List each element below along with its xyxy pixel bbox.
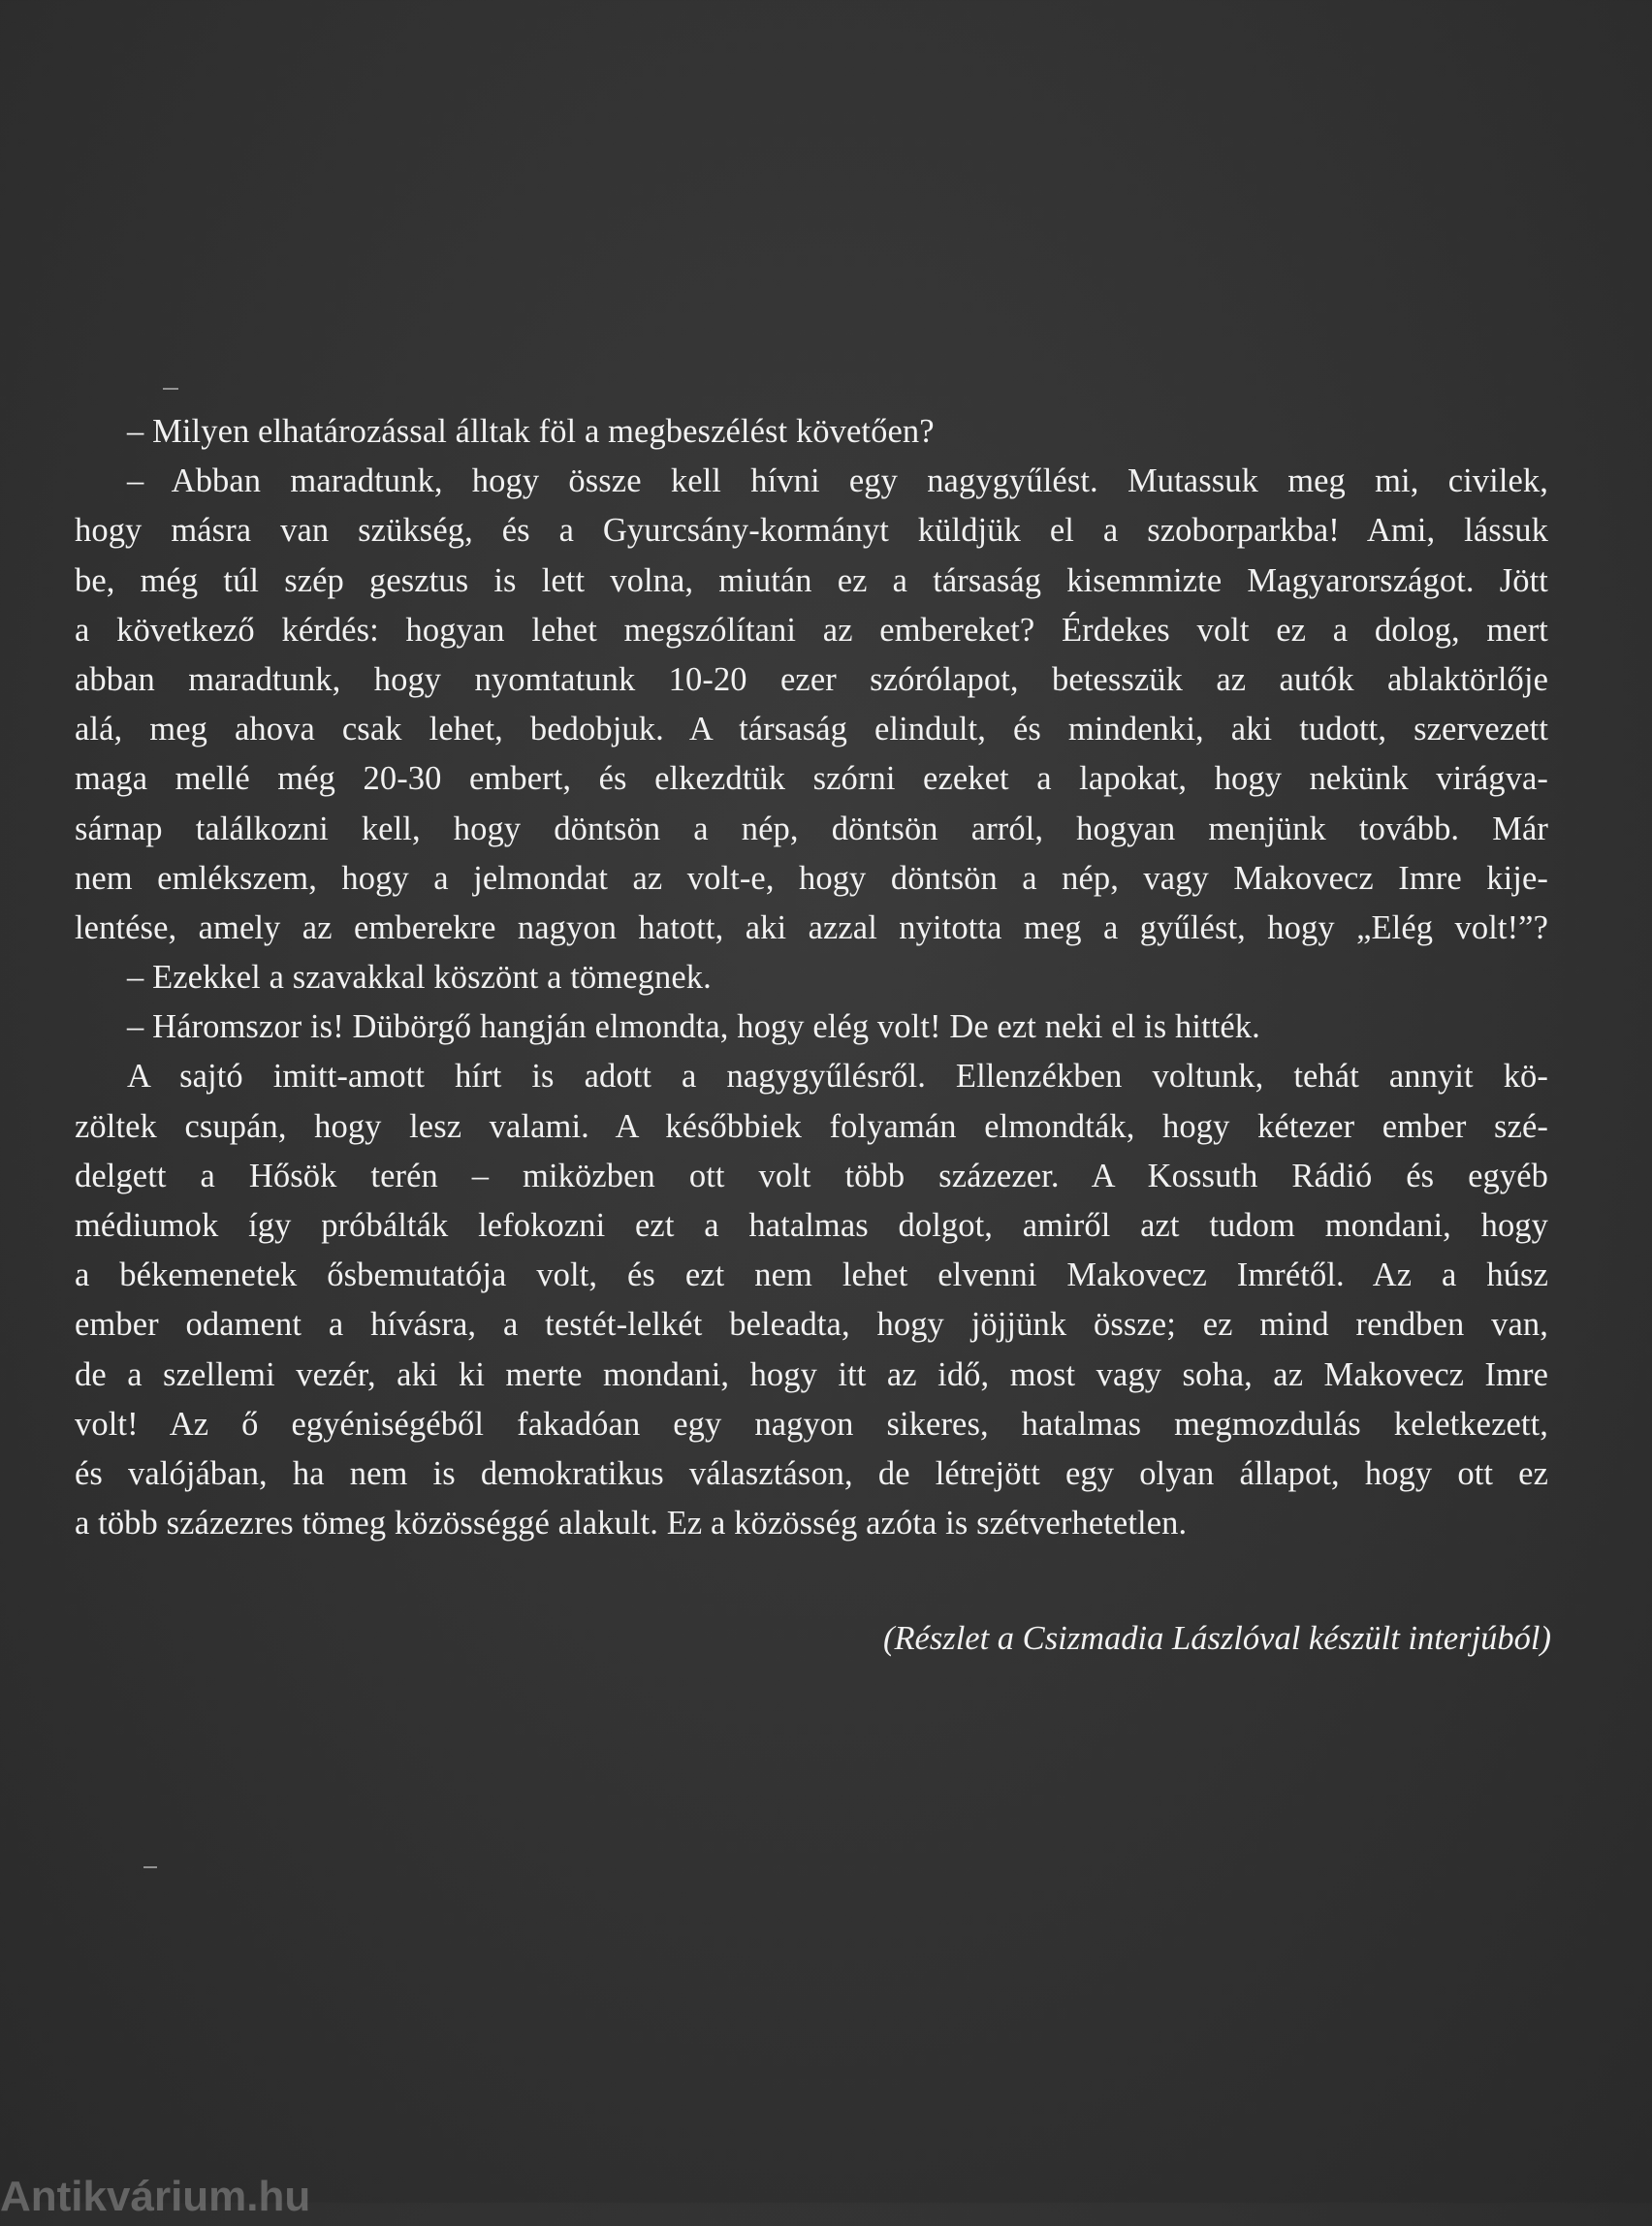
text-line: a több százezres tömeg közösséggé alakult. Ez a közösség azóta is szétverhetetlen. [75,1505,1188,1542]
text-line: delgett a Hősök terén – miközben ott volt több százezer. A Kossuth Rádió és egyéb [75,1157,1548,1194]
text-line: ember odament a hívásra, a testét-lelkét beleadta, hogy jöjjünk össze; ez mind rendben van, [75,1306,1548,1344]
text-line: és valójában, ha nem is demokratikus választáson, de létrejött egy olyan állapot, hogy ott ez [75,1454,1548,1492]
text-line: – Milyen elhatározással álltak föl a megbeszélést követően? [127,413,935,450]
text-line: – Ezekkel a szavakkal köszönt a tömegnek. [127,959,712,997]
watermark: Antikvárium.hu [0,2173,311,2220]
text-line: alá, meg ahova csak lehet, bedobjuk. A társaság elindult, és mindenki, aki tudott, szervezett [75,711,1548,748]
text-line: maga mellé még 20-30 embert, és elkezdtük szórni ezeket a lapokat, hogy nekünk virágva- [75,760,1548,798]
text-line: lentése, amely az emberekre nagyon hatott, aki azzal nyitotta meg a gyűlést, hogy „Elég volt!”? [75,908,1548,946]
text-line: be, még túl szép gesztus is lett volna, miután ez a társaság kisemmizte Magyarországot. Jött [75,561,1548,599]
text-line: hogy másra van szükség, és a Gyurcsány-kormányt küldjük el a szoborparkba! Ami, lássuk [75,512,1548,550]
text-line: a békemenetek ősbemutatója volt, és ezt nem lehet elvenni Makovecz Imrétől. Az a húsz [75,1256,1548,1294]
text-line: de a szellemi vezér, aki ki merte mondani, hogy itt az idő, most vagy soha, az Makovecz Imre [75,1355,1548,1393]
text-line: médiumok így próbálták lefokozni ezt a hatalmas dolgot, amiről azt tudom mondani, hogy [75,1207,1548,1244]
text-line: nem emlékszem, hogy a jelmondat az volt-e, hogy döntsön a nép, vagy Makovecz Imre kije- [75,859,1548,897]
text-line: – Háromszor is! Dübörgő hangján elmondta, hogy elég volt! De ezt neki el is hitték. [127,1008,1260,1046]
text-line: abban maradtunk, hogy nyomtatunk 10-20 ezer szórólapot, betesszük az autók ablaktörlője [75,660,1548,698]
dust-speck [143,1866,157,1868]
text-line: – Abban maradtunk, hogy össze kell hívni egy nagygyűlést. Mutassuk meg mi, civilek, [127,462,1548,500]
text-line: zöltek csupán, hogy lesz valami. A későbbiek folyamán elmondták, hogy kétezer ember szé- [75,1107,1548,1145]
interview-text [75,407,1548,1548]
source-attribution: (Részlet a Csizmadia Lászlóval készült interjúból) [882,1620,1551,1657]
text-line: volt! Az ő egyéniségéből fakadóan egy nagyon sikeres, hatalmas megmozdulás keletkezett, [75,1405,1548,1443]
dust-speck [163,388,178,390]
text-line: sárnap találkozni kell, hogy döntsön a nép, döntsön arról, hogyan menjünk tovább. Már [75,810,1548,847]
text-line: a következő kérdés: hogyan lehet megszólítani az embereket? Érdekes volt ez a dolog, mert [75,611,1548,649]
text-line: A sajtó imitt-amott hírt is adott a nagygyűlésről. Ellenzékben voltunk, tehát annyit kö- [127,1058,1548,1096]
